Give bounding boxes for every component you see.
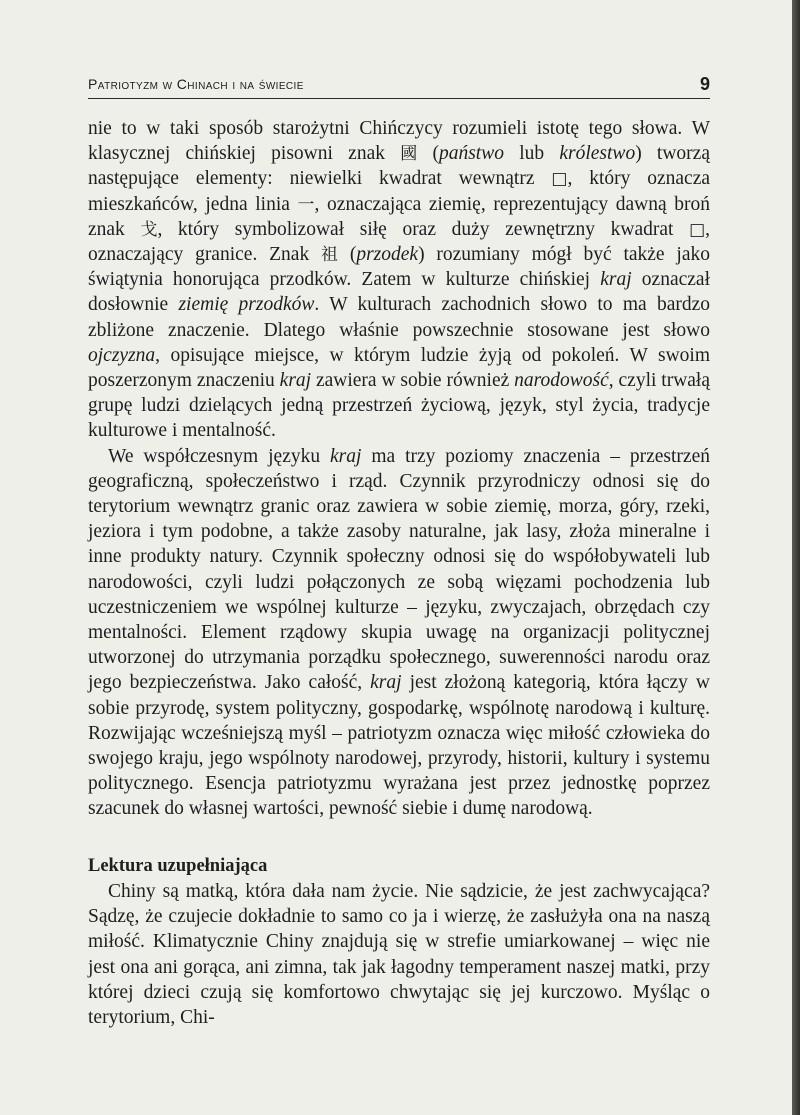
page-number: 9: [699, 74, 710, 94]
term-kraj: kraj: [370, 672, 402, 694]
text-run: (: [338, 244, 357, 266]
text-run: ) rozumiany mógł być także jako świątynia honorująca przodków. Zatem w kulturze chińskiej: [88, 244, 710, 291]
section-paragraph: Chiny są matką, która dała nam życie. Nie sądzicie, że jest zachwycająca? Sądzę, że czujecie dokładnie to samo co ja i wierzę, że zasłużyła ona na naszą miłość. Klimatycznie Chiny znajdują się w strefie umiarkowanej – więc nie jest ona ani gorąca, ani zimna, tak jak łagodny temperament naszej matki, przy której dzieci czują się komfortowo chwytając się jej kurczowo. Myśląc o terytorium, Chi-: [88, 880, 710, 1028]
term-ziemie-przodkow: ziemię przodków: [178, 294, 315, 316]
text-run: zawiera w sobie również: [311, 370, 515, 392]
text-run: lub: [503, 143, 560, 165]
chinese-character-zu: 祖: [321, 245, 339, 266]
text-run: nie to w taki sposób starożytni Chińczycy rozumieli istotę tego słowa. W klasycznej chińskiej pisowni znak: [88, 118, 710, 165]
term-ojczyzna: ojczyzna: [88, 344, 156, 366]
text-run: , czyli trwałą grupę ludzi dzielących jedną przestrzeń życiową, język, styl życia, tradycje kulturowe i mentalność.: [88, 370, 711, 442]
large-square-symbol: □: [689, 219, 706, 240]
term-kraj: kraj: [600, 269, 632, 291]
text-run: jest złożoną kategorią, która łączy w sobie przyrodę, system polityczny, gospodarkę, wspólnotę narodową i kulturę. Rozwijając wcześniejszą myśl – patriotyzm oznacza więc miłość człowieka do swojego kraju, jego wspólnoty narodowej, przyrody, historii, kultury i systemu politycznego. Esencja patriotyzmu wyrażana jest przez jednostkę poprzez szacunek do własnej wartości, pewność siebie i dumę narodową.: [88, 672, 710, 820]
term-narodowosc: narodowość: [514, 370, 609, 392]
text-run: . W kulturach zachodnich słowo to ma bardzo zbliżone znaczenie. Dlatego właśnie powszechnie stosowane jest słowo: [88, 294, 710, 341]
text-run: , oznaczający granice. Znak: [88, 218, 710, 266]
chinese-character-guo: 國: [400, 144, 418, 165]
text-run: , który symbolizował siłę oraz duży zewnętrzny kwadrat: [157, 218, 690, 240]
text-run: , który oznacza mieszkańców, jedna linia: [88, 168, 710, 215]
section-heading: Lektura uzupełniająca: [88, 855, 268, 876]
small-square-symbol: □: [551, 169, 568, 190]
text-run: (: [417, 143, 439, 165]
term-panstwo: państwo: [438, 143, 504, 165]
text-run: ) tworzą następujące elementy: niewielki kwadrat wewnątrz: [88, 143, 710, 190]
line-symbol: 一: [297, 194, 315, 215]
text-run: ma trzy poziomy znaczenia – przestrzeń geograficzną, społeczeństwo i rząd. Czynnik przyrodniczy odnosi się do terytorium wewnątrz granic oraz zawiera w sobie ziemię, morza, góry, rzeki, jeziora i tym podobne, a także zasoby naturalne, jak lasy, złoża mineralne i inne produkty natury. Czynnik społeczny odnosi się do współobywateli lub narodowości, czyli ludzi połączonych ze sobą więzami pochodzenia lub uczestniczeniem we wspólnej kulturze – języku, zwyczajach, obrzędach czy mentalności. Element rządowy skupia uwagę na organizacji politycznej utworzonej do utrzymania porządku społecznego, suwerenności narodu oraz jego bezpieczeństwa. Jako całość,: [88, 445, 710, 694]
page-edge: [792, 0, 800, 1115]
text-run: oznaczał dosłownie: [88, 269, 710, 316]
term-przodek: przodek: [356, 244, 419, 266]
paragraph-1: [88, 116, 710, 444]
term-kraj: kraj: [330, 445, 362, 467]
text-run: , opisujące miejsce, w którym ludzie żyją od pokoleń. W swoim poszerzonym znaczeniu: [88, 344, 710, 392]
term-krolestwo: królestwo: [559, 143, 636, 165]
term-kraj: kraj: [279, 370, 312, 392]
page-body: [88, 116, 710, 1030]
text-run: , oznaczająca ziemię, reprezentujący dawną broń znak: [88, 193, 711, 240]
running-header-title: Patriotyzm w Chinach i na świecie: [88, 76, 304, 92]
text-run: We współczesnym języku: [108, 445, 331, 467]
paragraph-2: [88, 444, 710, 822]
weapon-character-ge: 戈: [140, 219, 158, 240]
running-header: [88, 74, 710, 99]
